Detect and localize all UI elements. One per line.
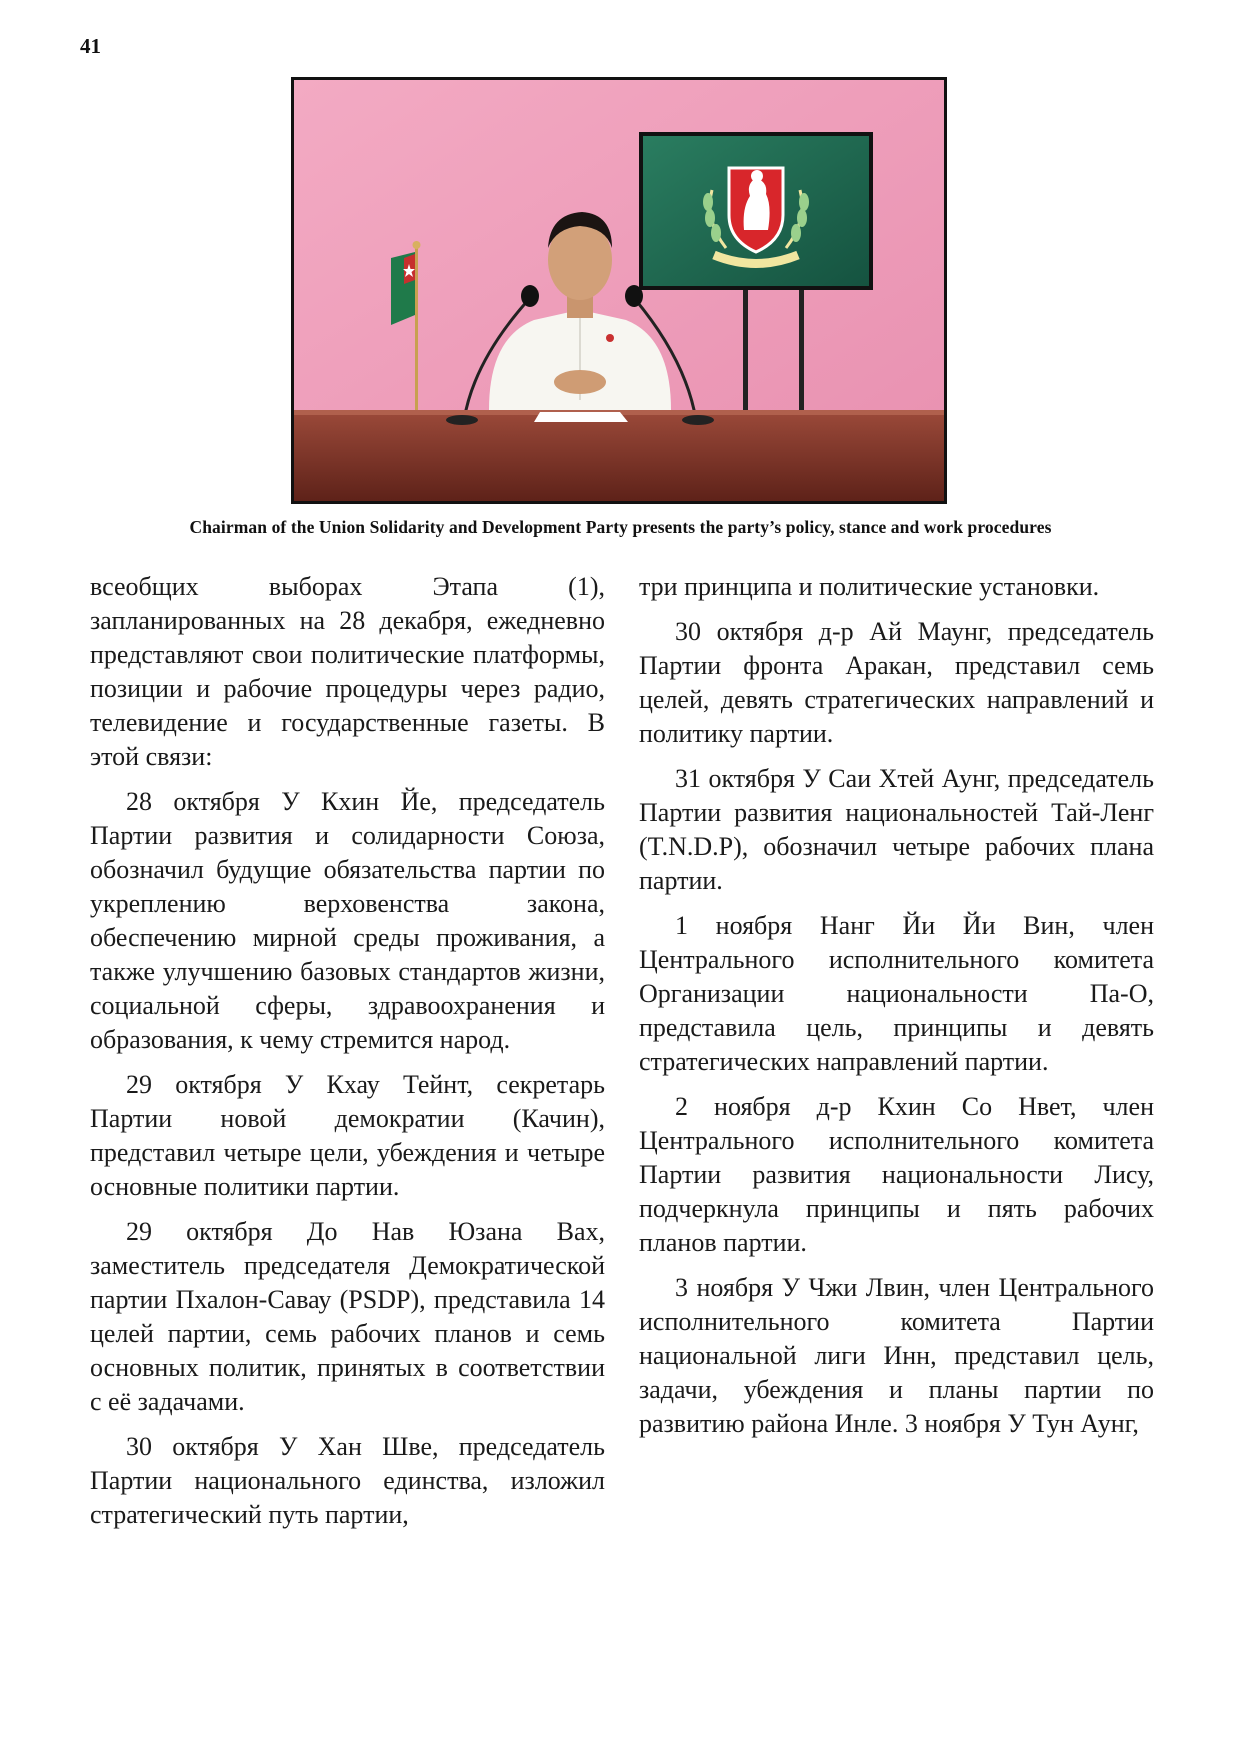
- paragraph: 2 ноября д-р Кхин Со Нвет, член Центрального исполнительного комитета Партии развития национальности Лису, подчеркнула принципы и пять рабочих планов партии.: [639, 1092, 1154, 1257]
- paragraph: 31 октября У Саи Хтей Аунг, председатель Партии развития национальностей Тай-Ленг (T.N.D.P), обозначил четыре рабочих плана партии.: [639, 764, 1154, 895]
- paragraph: 30 октября У Хан Шве, председатель Партии национального единства, изложил стратегический путь партии,: [90, 1432, 605, 1529]
- news-photo: [291, 77, 947, 504]
- party-emblem-screen: [639, 132, 873, 290]
- screen-stand: [743, 290, 748, 420]
- desk: [294, 410, 944, 501]
- paragraph: 29 октября До Нав Юзана Вах, заместитель председателя Демократической партии Пхалон-Савау (PSDP), представила 14 целей партии, семь рабочих планов и семь основных политик, принятых в соответствии с её задачами.: [90, 1217, 605, 1416]
- paragraph: 1 ноября Нанг Йи Йи Вин, член Центрального исполнительного комитета Организации национальности Па-О, представила цель, принципы и девять стратегических направлений партии.: [639, 911, 1154, 1076]
- paragraph: всеобщих выборах Этапа (1), запланированных на 28 декабря, ежедневно представляют свои политические платформы, позиции и рабочие процедуры через радио, телевидение и государственные газеты. В этой связи:: [90, 572, 605, 771]
- page-number: 41: [80, 34, 101, 58]
- paragraph: 30 октября д-р Ай Маунг, председатель Партии фронта Аракан, представил семь целей, девять стратегических направлений и политику партии.: [639, 617, 1154, 748]
- paragraph: 28 октября У Кхин Йе, председатель Партии развития и солидарности Союза, обозначил будущие обязательства партии по укреплению верховенства закона, обеспечению мирной среды проживания, а также улучшению базовых стандартов жизни, социальной сферы, здравоохранения и образования, к чему стремится народ.: [90, 787, 605, 1054]
- photo-caption: Chairman of the Union Solidarity and Development Party presents the party’s policy, stance and work procedures: [189, 517, 1052, 537]
- paragraph: 29 октября У Кхау Тейнт, секретарь Партии новой демократии (Качин), представил четыре цели, убеждения и четыре основные политики партии.: [90, 1070, 605, 1201]
- left-text-column: [90, 570, 605, 1543]
- paper-on-desk: [534, 412, 628, 422]
- right-text-column: [639, 570, 1154, 1452]
- paragraph: три принципа и политические установки.: [639, 572, 1100, 601]
- paragraph: 3 ноября У Чжи Лвин, член Центрального исполнительного комитета Партии национальной лиги Инн, представил цель, задачи, убеждения и планы партии по развитию района Инле. 3 ноября У Тун Аунг,: [639, 1273, 1154, 1438]
